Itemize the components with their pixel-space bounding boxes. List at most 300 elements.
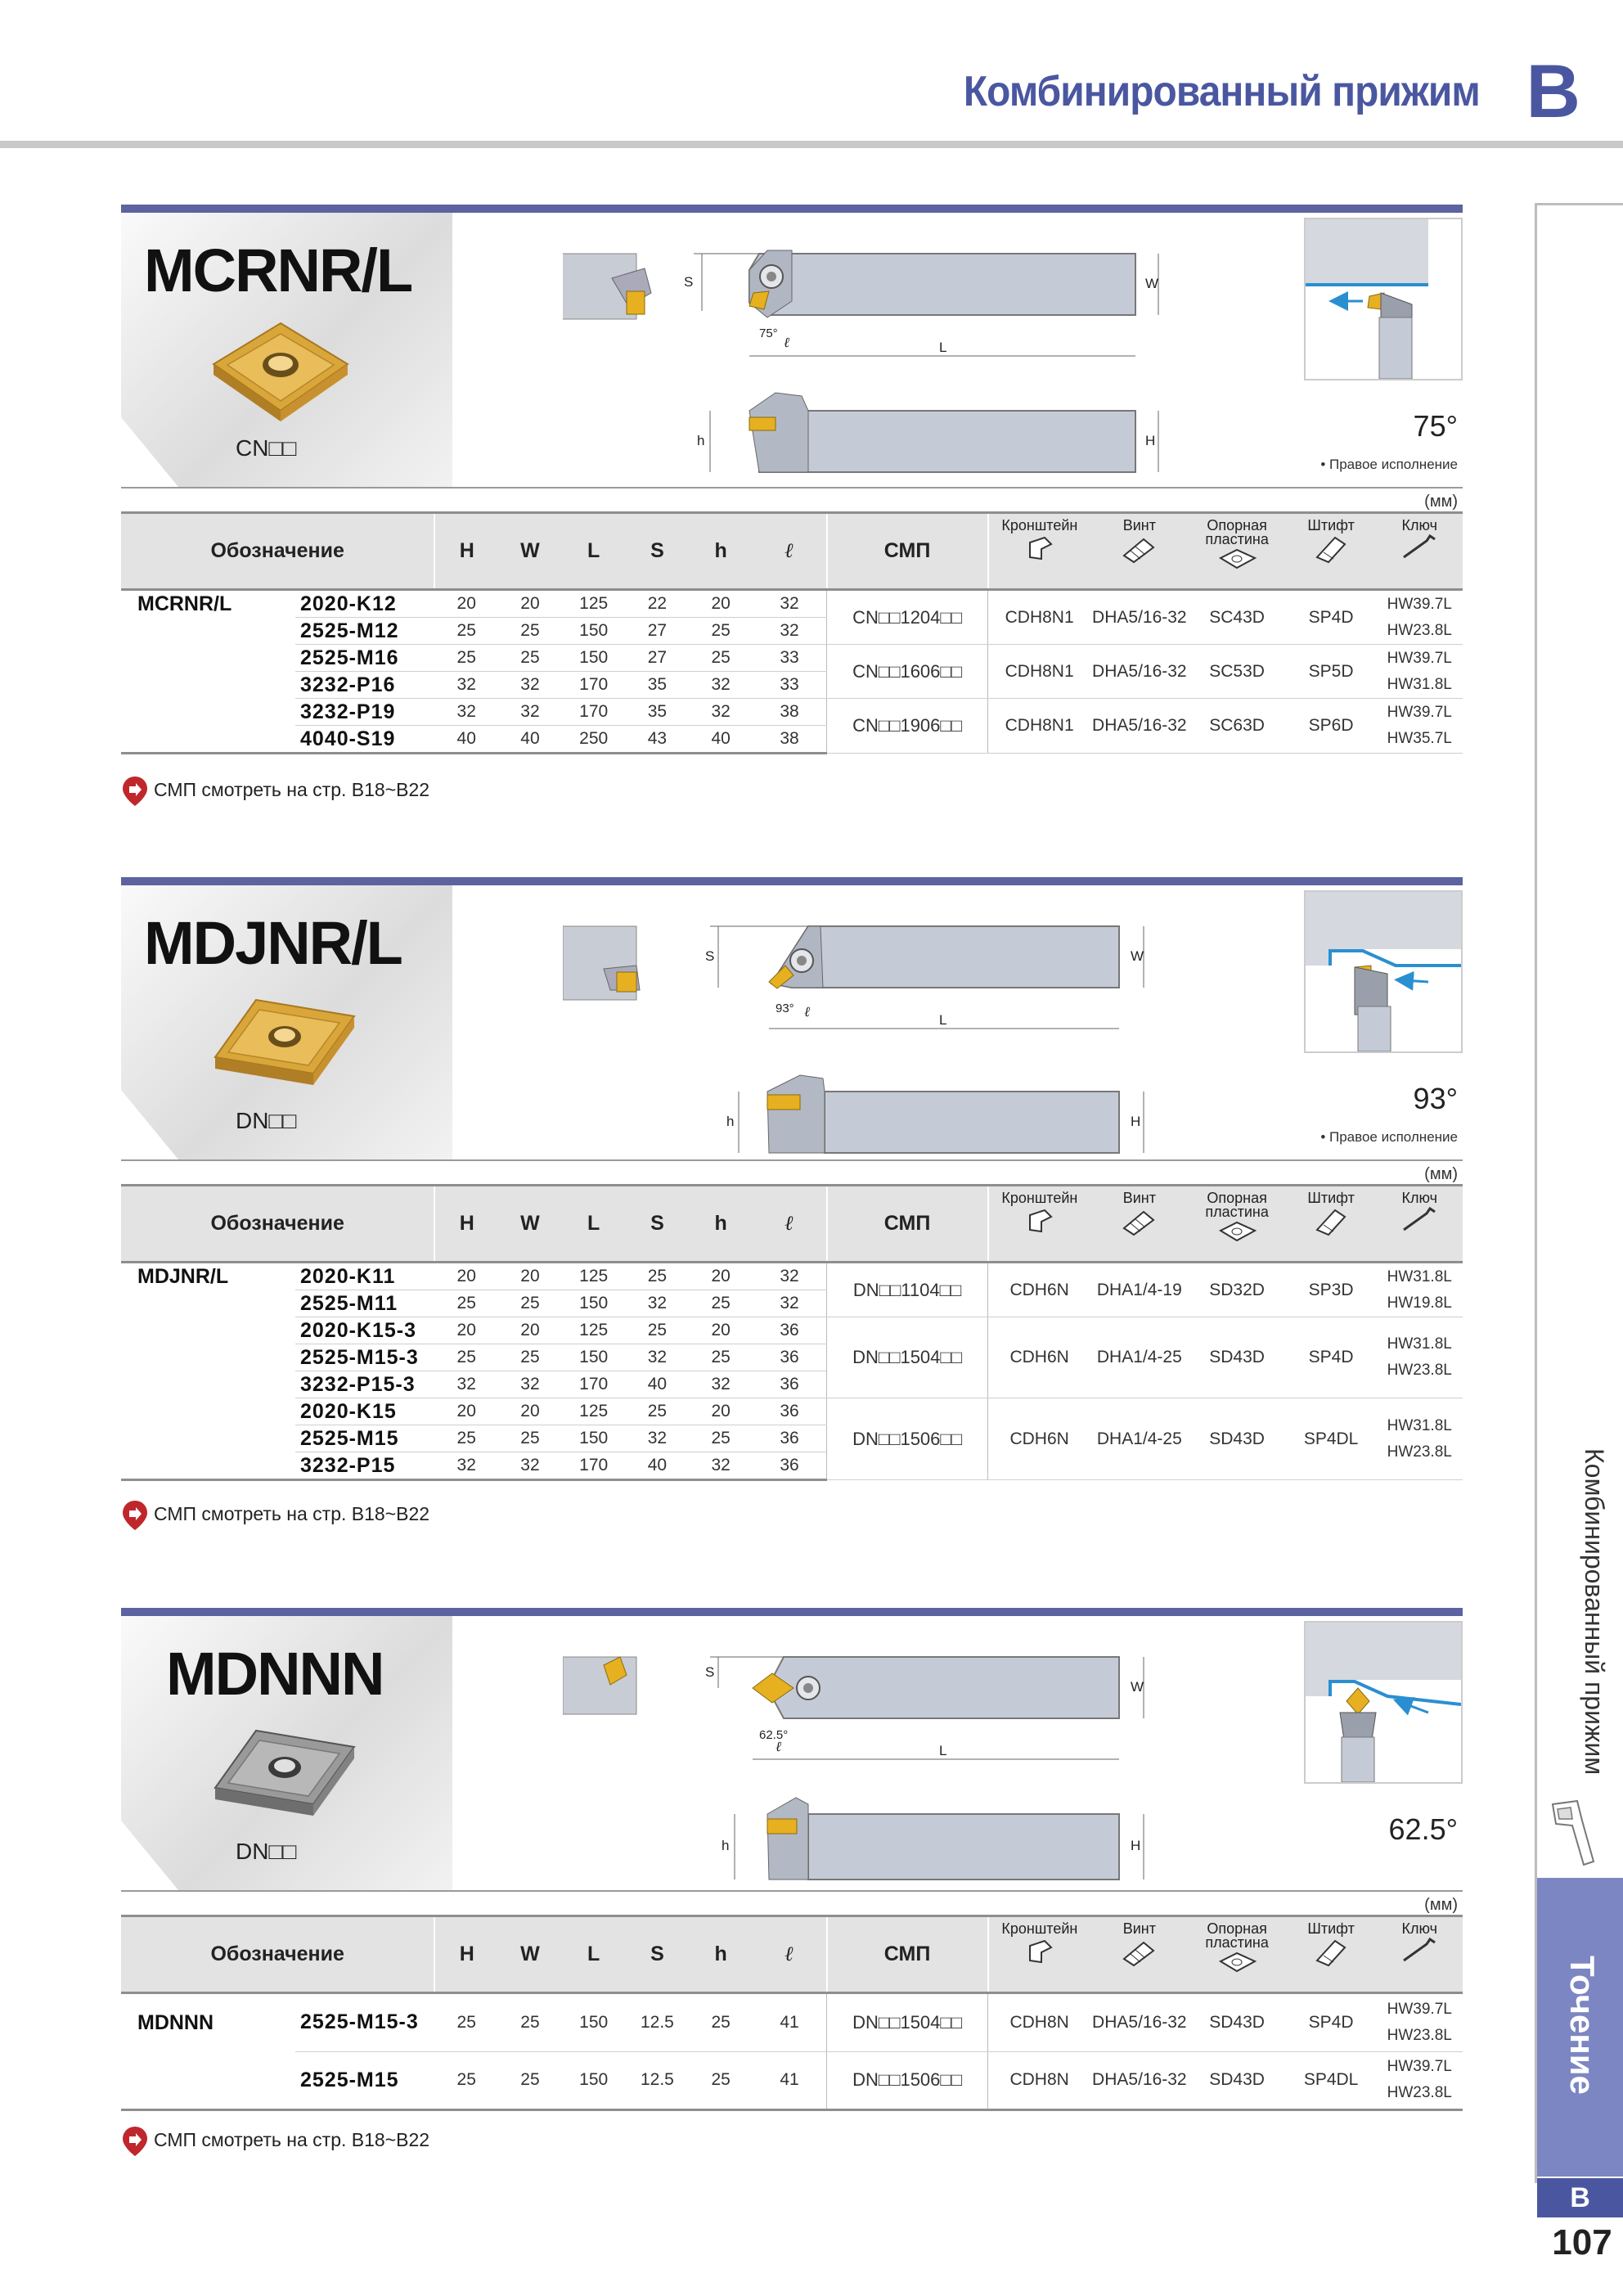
cell: 40 [689, 726, 753, 754]
dim-h-small: h [697, 433, 705, 448]
cell: 150 [562, 1425, 626, 1452]
shim-icon [1212, 547, 1261, 571]
cell: 150 [562, 1344, 626, 1371]
key-icon [1399, 1205, 1440, 1236]
col-pin [1286, 1916, 1377, 1993]
cell: 25 [689, 645, 753, 672]
insert-cn-icon [207, 319, 354, 425]
dim-h-small: h [726, 1114, 735, 1129]
cell: 43 [626, 726, 690, 754]
cell-bracket: CDH8N1 [988, 645, 1091, 699]
col-H: H [434, 1916, 498, 1993]
col-W: W [498, 513, 562, 590]
col-shim-label: Опорная пластина [1205, 1190, 1269, 1220]
col-key-label: Ключ [1401, 1190, 1437, 1206]
units-label: (мм) [1424, 493, 1458, 511]
row-code: 2525-M15-3 [295, 1344, 434, 1371]
dim-s: S [684, 274, 694, 290]
hand-note: • Правое исполнение [1320, 1129, 1458, 1145]
cell: 25 [626, 1398, 690, 1425]
machining-diagram [1306, 892, 1461, 1051]
cell-key [1376, 590, 1463, 645]
cell: 25 [626, 1263, 690, 1290]
machining-diagram [1306, 1623, 1461, 1782]
table-row [121, 1993, 1463, 2052]
cell: 36 [753, 1425, 827, 1452]
col-S: S [626, 1186, 690, 1263]
cell: 32 [498, 1371, 562, 1398]
sidebar-tab-letter: B [1537, 2178, 1623, 2217]
screw-icon [1119, 533, 1160, 564]
cell: 20 [689, 1398, 753, 1425]
col-bracket [988, 1916, 1091, 1993]
section-bar [121, 205, 1463, 213]
cell: 170 [562, 672, 626, 699]
col-pin-label: Штифт [1307, 1920, 1355, 1937]
machining-view [1304, 1621, 1463, 1784]
key-value: HW39.7L [1387, 595, 1452, 613]
insert-dn-silver-icon [207, 1722, 362, 1829]
cell-bracket: CDH8N1 [988, 590, 1091, 645]
cell: 36 [753, 1398, 827, 1425]
key-value: HW35.7L [1387, 730, 1452, 747]
cell: 25 [498, 618, 562, 645]
cell: 170 [562, 1371, 626, 1398]
col-bracket-label: Кронштейн [1001, 1920, 1078, 1937]
cell: 27 [626, 618, 690, 645]
cell: 38 [753, 726, 827, 754]
table-row [121, 2051, 1463, 2110]
col-shim [1188, 1916, 1285, 1993]
cell-bracket: CDH6N [988, 1398, 1091, 1480]
empty-cell [121, 699, 295, 726]
cell-bracket: CDH8N1 [988, 699, 1091, 754]
pin-marker-icon [121, 2125, 149, 2158]
machining-diagram [1306, 219, 1461, 379]
cell-pin: SP4DL [1286, 1398, 1377, 1480]
col-screw-label: Винт [1122, 1190, 1156, 1206]
cell-screw: DHA5/16-32 [1090, 645, 1188, 699]
chapter-letter: B [1526, 50, 1580, 133]
table-row [121, 590, 1463, 618]
empty-cell [121, 645, 295, 672]
cell: 36 [753, 1452, 827, 1480]
drawing-angle: 62.5° [759, 1728, 789, 1742]
col-bracket [988, 513, 1091, 590]
cell: 25 [689, 1425, 753, 1452]
key-value: HW31.8L [1387, 675, 1452, 693]
cell: 25 [498, 1993, 562, 2052]
col-insert: СМП [827, 1186, 988, 1263]
key-icon [1399, 533, 1440, 564]
col-pin-label: Штифт [1307, 1190, 1355, 1206]
col-screw-label: Винт [1122, 517, 1156, 533]
cell-insert: DN□□1504□□ [827, 1317, 988, 1398]
cell: 25 [498, 1344, 562, 1371]
cell: 32 [689, 699, 753, 726]
dim-l-small: ℓ [776, 1739, 782, 1754]
cell-pin: SP4D [1286, 590, 1377, 645]
col-key-label: Ключ [1401, 1920, 1437, 1937]
col-S: S [626, 1916, 690, 1993]
spec-table [121, 1915, 1463, 2111]
cell-pin: SP3D [1286, 1263, 1377, 1317]
cell: 32 [753, 590, 827, 618]
col-l: ℓ [753, 1186, 827, 1263]
section-divider [121, 1159, 1463, 1161]
cell: 41 [753, 1993, 827, 2052]
product-card [121, 885, 452, 1159]
key-value: HW23.8L [1387, 1443, 1452, 1461]
row-code: 2525-M12 [295, 618, 434, 645]
col-L: L [562, 1916, 626, 1993]
table-row [121, 645, 1463, 672]
col-shim [1188, 513, 1285, 590]
cell: 25 [434, 1344, 498, 1371]
row-code: 2525-M15 [295, 1425, 434, 1452]
col-l: ℓ [753, 1916, 827, 1993]
col-insert: СМП [827, 1916, 988, 1993]
cell: 36 [753, 1344, 827, 1371]
dim-h: H [1131, 1838, 1141, 1853]
table-row [121, 1263, 1463, 1290]
col-key [1376, 513, 1463, 590]
cell: 41 [753, 2051, 827, 2110]
col-key-label: Ключ [1401, 517, 1437, 533]
table-header [121, 1186, 1463, 1263]
screw-icon [1119, 1936, 1160, 1967]
row-code: 3232-P15 [295, 1452, 434, 1480]
product-card [121, 1616, 452, 1890]
cell: 32 [434, 1371, 498, 1398]
cell: 32 [434, 699, 498, 726]
empty-cell [121, 2051, 295, 2110]
cell-shim: SD43D [1188, 2051, 1285, 2110]
table-header [121, 1916, 1463, 1993]
col-pin [1286, 1186, 1377, 1263]
cell: 125 [562, 1398, 626, 1425]
col-insert: СМП [827, 513, 988, 590]
cell-key [1376, 1993, 1463, 2052]
empty-cell [121, 1290, 295, 1317]
approach-angle: 62.5° [1388, 1812, 1458, 1846]
table-row [121, 699, 1463, 726]
tool-drawing [563, 894, 1299, 1164]
section-divider [121, 487, 1463, 488]
cell: 250 [562, 726, 626, 754]
dim-h-small: h [722, 1838, 730, 1853]
dim-s: S [705, 1664, 715, 1680]
col-screw [1090, 513, 1188, 590]
cell: 25 [498, 2051, 562, 2110]
key-value: HW31.8L [1387, 1267, 1452, 1285]
cell: 27 [626, 645, 690, 672]
cell: 25 [626, 1317, 690, 1344]
cell: 25 [434, 1290, 498, 1317]
key-value: HW39.7L [1387, 2058, 1452, 2076]
key-value: HW23.8L [1387, 1362, 1452, 1379]
cell: 25 [498, 1290, 562, 1317]
col-h: h [689, 1916, 753, 1993]
cell-key [1376, 645, 1463, 699]
col-L: L [562, 513, 626, 590]
col-W: W [498, 1916, 562, 1993]
empty-cell [121, 1452, 295, 1480]
cell-key [1376, 1263, 1463, 1317]
dim-l: L [939, 1012, 947, 1028]
cell: 150 [562, 618, 626, 645]
row-code: 2020-K12 [295, 590, 434, 618]
row-code: 2525-M16 [295, 645, 434, 672]
sidebar-section-label: Комбинированный прижим [1580, 1448, 1609, 1776]
cell: 25 [434, 645, 498, 672]
col-S: S [626, 513, 690, 590]
cell: 25 [498, 1425, 562, 1452]
section-bar [121, 1608, 1463, 1616]
cell-shim: SD43D [1188, 1993, 1285, 2052]
cell: 25 [689, 1290, 753, 1317]
cell-bracket: CDH8N [988, 2051, 1091, 2110]
table-row [121, 1398, 1463, 1425]
pin-marker-icon [121, 1499, 149, 1532]
cell-pin: SP4D [1286, 1993, 1377, 2052]
cell: 20 [498, 1398, 562, 1425]
shim-icon [1212, 1950, 1261, 1974]
units-label: (мм) [1424, 1165, 1458, 1183]
col-shim [1188, 1186, 1285, 1263]
cell-insert: CN□□1204□□ [827, 590, 988, 645]
insert-note [121, 775, 429, 808]
cell: 32 [689, 1452, 753, 1480]
cell: 25 [689, 2051, 753, 2110]
key-value: HW31.8L [1387, 1416, 1452, 1434]
cell-key [1376, 699, 1463, 754]
key-value: HW31.8L [1387, 1335, 1452, 1353]
col-bracket [988, 1186, 1091, 1263]
cell: 20 [498, 1317, 562, 1344]
col-W: W [498, 1186, 562, 1263]
cell-screw: DHA1/4-19 [1090, 1263, 1188, 1317]
cell-screw: DHA5/16-32 [1090, 2051, 1188, 2110]
spec-table [121, 511, 1463, 754]
cell: 33 [753, 672, 827, 699]
col-pin-label: Штифт [1307, 517, 1355, 533]
dim-w: W [1131, 1679, 1144, 1695]
table-row [121, 1317, 1463, 1344]
dim-s: S [705, 948, 715, 964]
cell: 20 [434, 1317, 498, 1344]
cell: 150 [562, 1290, 626, 1317]
cell: 20 [689, 1263, 753, 1290]
drawing-angle: 93° [776, 1002, 794, 1015]
cell: 22 [626, 590, 690, 618]
table-header [121, 513, 1463, 590]
row-code: 3232-P15-3 [295, 1371, 434, 1398]
cell-insert: DN□□1104□□ [827, 1263, 988, 1317]
dim-l-small: ℓ [784, 335, 790, 350]
sidebar-border-top [1535, 203, 1623, 205]
col-screw [1090, 1916, 1188, 1993]
cell-screw: DHA1/4-25 [1090, 1317, 1188, 1398]
cell: 32 [434, 1452, 498, 1480]
cell-shim: SC43D [1188, 590, 1285, 645]
dim-l-small: ℓ [804, 1004, 811, 1020]
shim-icon [1212, 1219, 1261, 1244]
tool-drawing [563, 1624, 1299, 1894]
insert-code: DN□□ [236, 1839, 297, 1864]
cell-pin: SP6D [1286, 699, 1377, 754]
col-h: h [689, 513, 753, 590]
header-divider [0, 141, 1623, 148]
cell: 20 [689, 590, 753, 618]
cell-screw: DHA5/16-32 [1090, 1993, 1188, 2052]
col-designation: Обозначение [121, 513, 434, 590]
turning-tool-icon [1544, 1796, 1610, 1870]
model-name: MDJNR/L [137, 1264, 229, 1288]
cell-screw: DHA5/16-32 [1090, 590, 1188, 645]
cell: 170 [562, 1452, 626, 1480]
cell: 32 [626, 1344, 690, 1371]
cell: 32 [753, 1263, 827, 1290]
cell-insert: CN□□1606□□ [827, 645, 988, 699]
cell-insert: DN□□1506□□ [827, 1398, 988, 1480]
approach-angle: 75° [1413, 409, 1458, 443]
cell: 40 [626, 1371, 690, 1398]
cell: 150 [562, 645, 626, 672]
cell: 25 [689, 1993, 753, 2052]
cell: 32 [498, 1452, 562, 1480]
cell: 25 [434, 1425, 498, 1452]
machining-view [1304, 218, 1463, 380]
empty-cell [121, 1344, 295, 1371]
cell: 32 [689, 672, 753, 699]
row-code: 2020-K15 [295, 1398, 434, 1425]
col-l: ℓ [753, 513, 827, 590]
units-label: (мм) [1424, 1896, 1458, 1914]
cell: 32 [498, 672, 562, 699]
cell-shim: SC53D [1188, 645, 1285, 699]
section-bar [121, 877, 1463, 885]
key-value: HW23.8L [1387, 2026, 1452, 2044]
col-designation: Обозначение [121, 1186, 434, 1263]
key-value: HW23.8L [1387, 621, 1452, 639]
col-shim-label: Опорная пластина [1205, 517, 1269, 547]
cell: 32 [626, 1425, 690, 1452]
cell: 20 [434, 1263, 498, 1290]
insert-note [121, 1499, 429, 1532]
empty-cell [121, 672, 295, 699]
pin-icon [1311, 1205, 1351, 1236]
pin-icon [1311, 1936, 1351, 1967]
cell-key [1376, 1398, 1463, 1480]
row-code: 2020-K15-3 [295, 1317, 434, 1344]
cell: 33 [753, 645, 827, 672]
bracket-icon [1023, 533, 1056, 564]
col-H: H [434, 513, 498, 590]
page-number: 107 [1552, 2222, 1612, 2262]
page-title: Комбинированный прижим [963, 68, 1480, 115]
cell-bracket: CDH6N [988, 1317, 1091, 1398]
cell-shim: SD43D [1188, 1317, 1285, 1398]
cell: 12.5 [626, 1993, 690, 2052]
tool-drawing [563, 221, 1299, 491]
cell-key [1376, 1317, 1463, 1398]
cell: 32 [626, 1290, 690, 1317]
cell: 125 [562, 1317, 626, 1344]
key-value: HW23.8L [1387, 2084, 1452, 2102]
cell: 25 [434, 2051, 498, 2110]
cell: 40 [498, 726, 562, 754]
cell: 150 [562, 1993, 626, 2052]
row-code: 2525-M15-3 [295, 1993, 434, 2052]
cell: 20 [498, 590, 562, 618]
col-key [1376, 1916, 1463, 1993]
cell: 32 [689, 1371, 753, 1398]
col-L: L [562, 1186, 626, 1263]
cell: 32 [434, 672, 498, 699]
product-card [121, 213, 452, 487]
spec-table [121, 1184, 1463, 1481]
cell-pin: SP5D [1286, 645, 1377, 699]
section-mdjnr [121, 877, 1463, 1548]
cell-key [1376, 2051, 1463, 2110]
col-bracket-label: Кронштейн [1001, 517, 1078, 533]
col-H: H [434, 1186, 498, 1263]
key-value: HW39.7L [1387, 704, 1452, 721]
cell: 20 [498, 1263, 562, 1290]
col-h: h [689, 1186, 753, 1263]
cell: 25 [434, 1993, 498, 2052]
drawing-angle: 75° [759, 326, 778, 340]
approach-angle: 93° [1413, 1082, 1458, 1115]
cell: 150 [562, 2051, 626, 2110]
pin-marker-icon [121, 775, 149, 808]
cell: 125 [562, 1263, 626, 1290]
insert-note-text: СМП смотреть на стр. B18~B22 [154, 2129, 430, 2151]
cell: 40 [434, 726, 498, 754]
insert-dn-icon [207, 992, 362, 1098]
key-icon [1399, 1936, 1440, 1967]
cell-pin: SP4DL [1286, 2051, 1377, 2110]
cell-bracket: CDH8N [988, 1993, 1091, 2052]
machining-view [1304, 890, 1463, 1053]
cell: 125 [562, 590, 626, 618]
cell-insert: DN□□1506□□ [827, 2051, 988, 2110]
cell-shim: SD32D [1188, 1263, 1285, 1317]
cell: 36 [753, 1317, 827, 1344]
section-divider [121, 1890, 1463, 1892]
col-designation: Обозначение [121, 1916, 434, 1993]
dim-h: H [1131, 1114, 1141, 1129]
product-name: MCRNR/L [144, 236, 412, 304]
cell: 20 [689, 1317, 753, 1344]
empty-cell [121, 1425, 295, 1452]
dim-l: L [939, 340, 947, 355]
product-name: MDNNN [166, 1640, 384, 1708]
hand-note: • Правое исполнение [1320, 457, 1458, 472]
cell: 36 [753, 1371, 827, 1398]
bracket-icon [1023, 1936, 1056, 1967]
cell: 32 [753, 618, 827, 645]
section-mdnnn [121, 1608, 1463, 2181]
empty-cell [121, 726, 295, 754]
cell-bracket: CDH6N [988, 1263, 1091, 1317]
cell: 20 [434, 1398, 498, 1425]
model-name: MCRNR/L [137, 592, 232, 615]
cell: 35 [626, 699, 690, 726]
pin-icon [1311, 533, 1351, 564]
col-screw-label: Винт [1122, 1920, 1156, 1937]
